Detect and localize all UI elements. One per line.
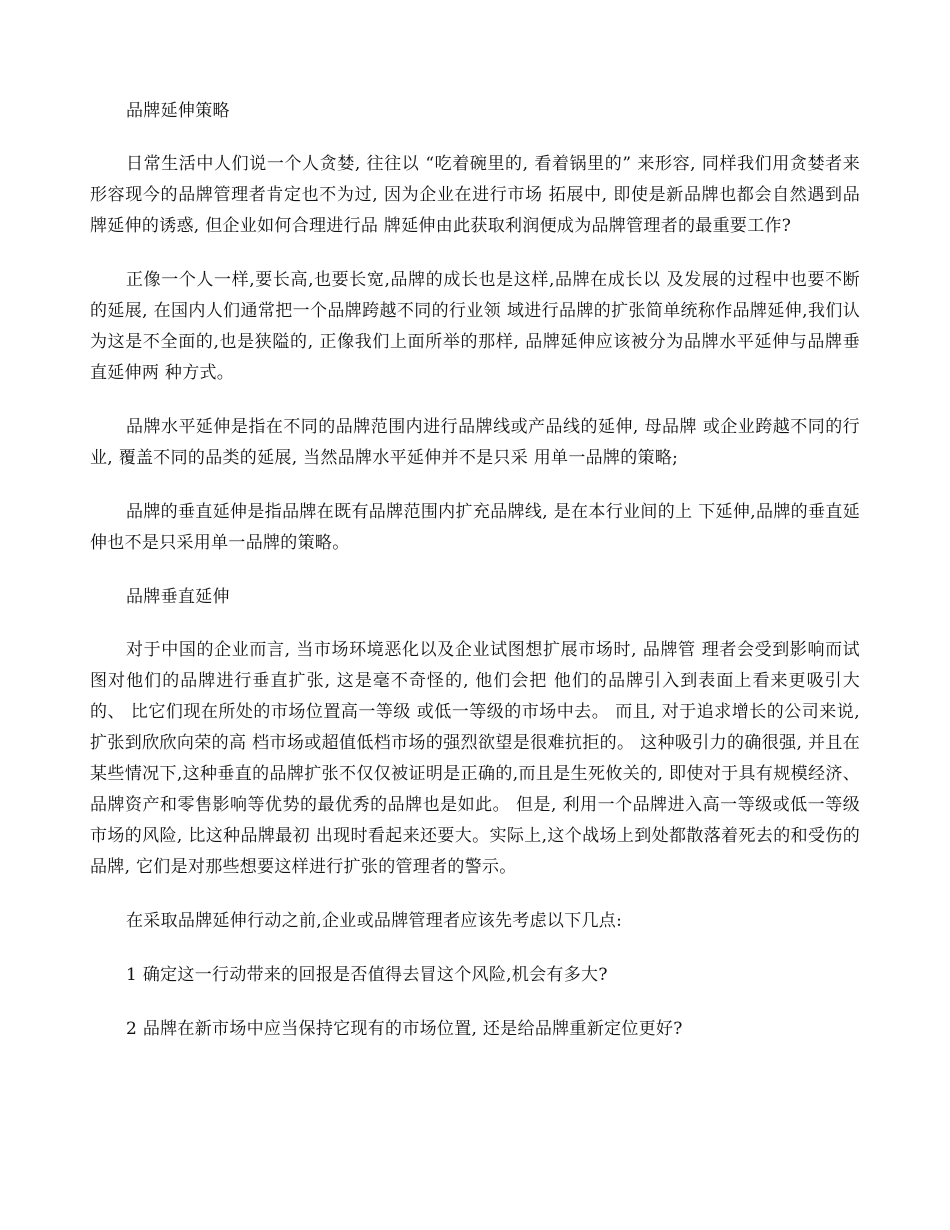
section-heading-vertical-extension: 品牌垂直延伸 — [126, 587, 230, 607]
paragraph-horizontal-extension: 品牌水平延伸是指在不同的品牌范围内进行品牌线或产品线的延伸, 母品牌 或企业跨越不同的行业, 覆盖不同的品类的延展, 当然品牌水平延伸并不是只采 用单一品牌的策略; — [90, 417, 860, 468]
paragraph-chinese-enterprises: 对于中国的企业而言, 当市场环境恶化以及企业试图想扩展市场时, 品牌管 理者会受到影响而试图对他们的品牌进行垂直扩张, 这是毫不奇怪的, 他们会把 他们的品牌引入到表面上看来更吸引大的、 比它们现在所处的市场位置高一等级 或低一等级的市场中去。 而且, 对于追求增长的公司来说, 扩张到欣欣向荣的高 档市场或超值低档市场的强烈欲望是很难抗拒的。 这种吸引力的确很强, 并且在 某些情况下,这种垂直的品牌扩张不仅仅被证明是正确的,而且是生死攸关的, 即使对于具有规模经济、品牌资产和零售影响等优势的最优秀的品牌也是如此。 但是, 利用一个品牌进入高一等级或低一等级市场的风险, 比这种品牌最初 出现时看起来还要大。实际上,这个战场上到处都散落着死去的和受伤的品牌, 它们是对那些想要这样进行扩张的管理者的警示。 — [90, 640, 860, 877]
section-heading-brand-extension-strategy: 品牌延伸策略 — [126, 101, 230, 121]
list-item-2: 2 品牌在新市场中应当保持它现有的市场位置, 还是给品牌重新定位更好? — [126, 1019, 683, 1039]
paragraph-vertical-extension-definition: 品牌的垂直延伸是指品牌在既有品牌范围内扩充品牌线, 是在本行业间的上 下延伸,品牌的垂直延伸也不是只采用单一品牌的策略。 — [90, 502, 860, 553]
paragraph-growth-analogy: 正像一个人一样,要长高,也要长宽,品牌的成长也是这样,品牌在成长以 及发展的过程中也要不断的延展, 在国内人们通常把一个品牌跨越不同的行业领 域进行品牌的扩张简单统称作品牌延伸,我们认为这是不全面的,也是狭隘的, 正像我们上面所举的那样, 品牌延伸应该被分为品牌水平延伸与品牌垂直延伸两 种方式。 — [90, 270, 860, 383]
paragraph-considerations-intro: 在采取品牌延伸行动之前,企业或品牌管理者应该先考虑以下几点: — [126, 911, 623, 931]
list-item-1: 1 确定这一行动带来的回报是否值得去冒这个风险,机会有多大? — [126, 965, 608, 985]
paragraph-greed-analogy: 日常生活中人们说一个人贪婪, 往往以 “吃着碗里的, 看着锅里的” 来形容, 同样我们用贪婪者来形容现今的品牌管理者肯定也不为过, 因为企业在进行市场 拓展中, 即使是新品牌也都会自然遇到品牌延伸的诱惑, 但企业如何合理进行品 牌延伸由此获取利润便成为品牌管理者的最重要工作? — [90, 154, 860, 236]
